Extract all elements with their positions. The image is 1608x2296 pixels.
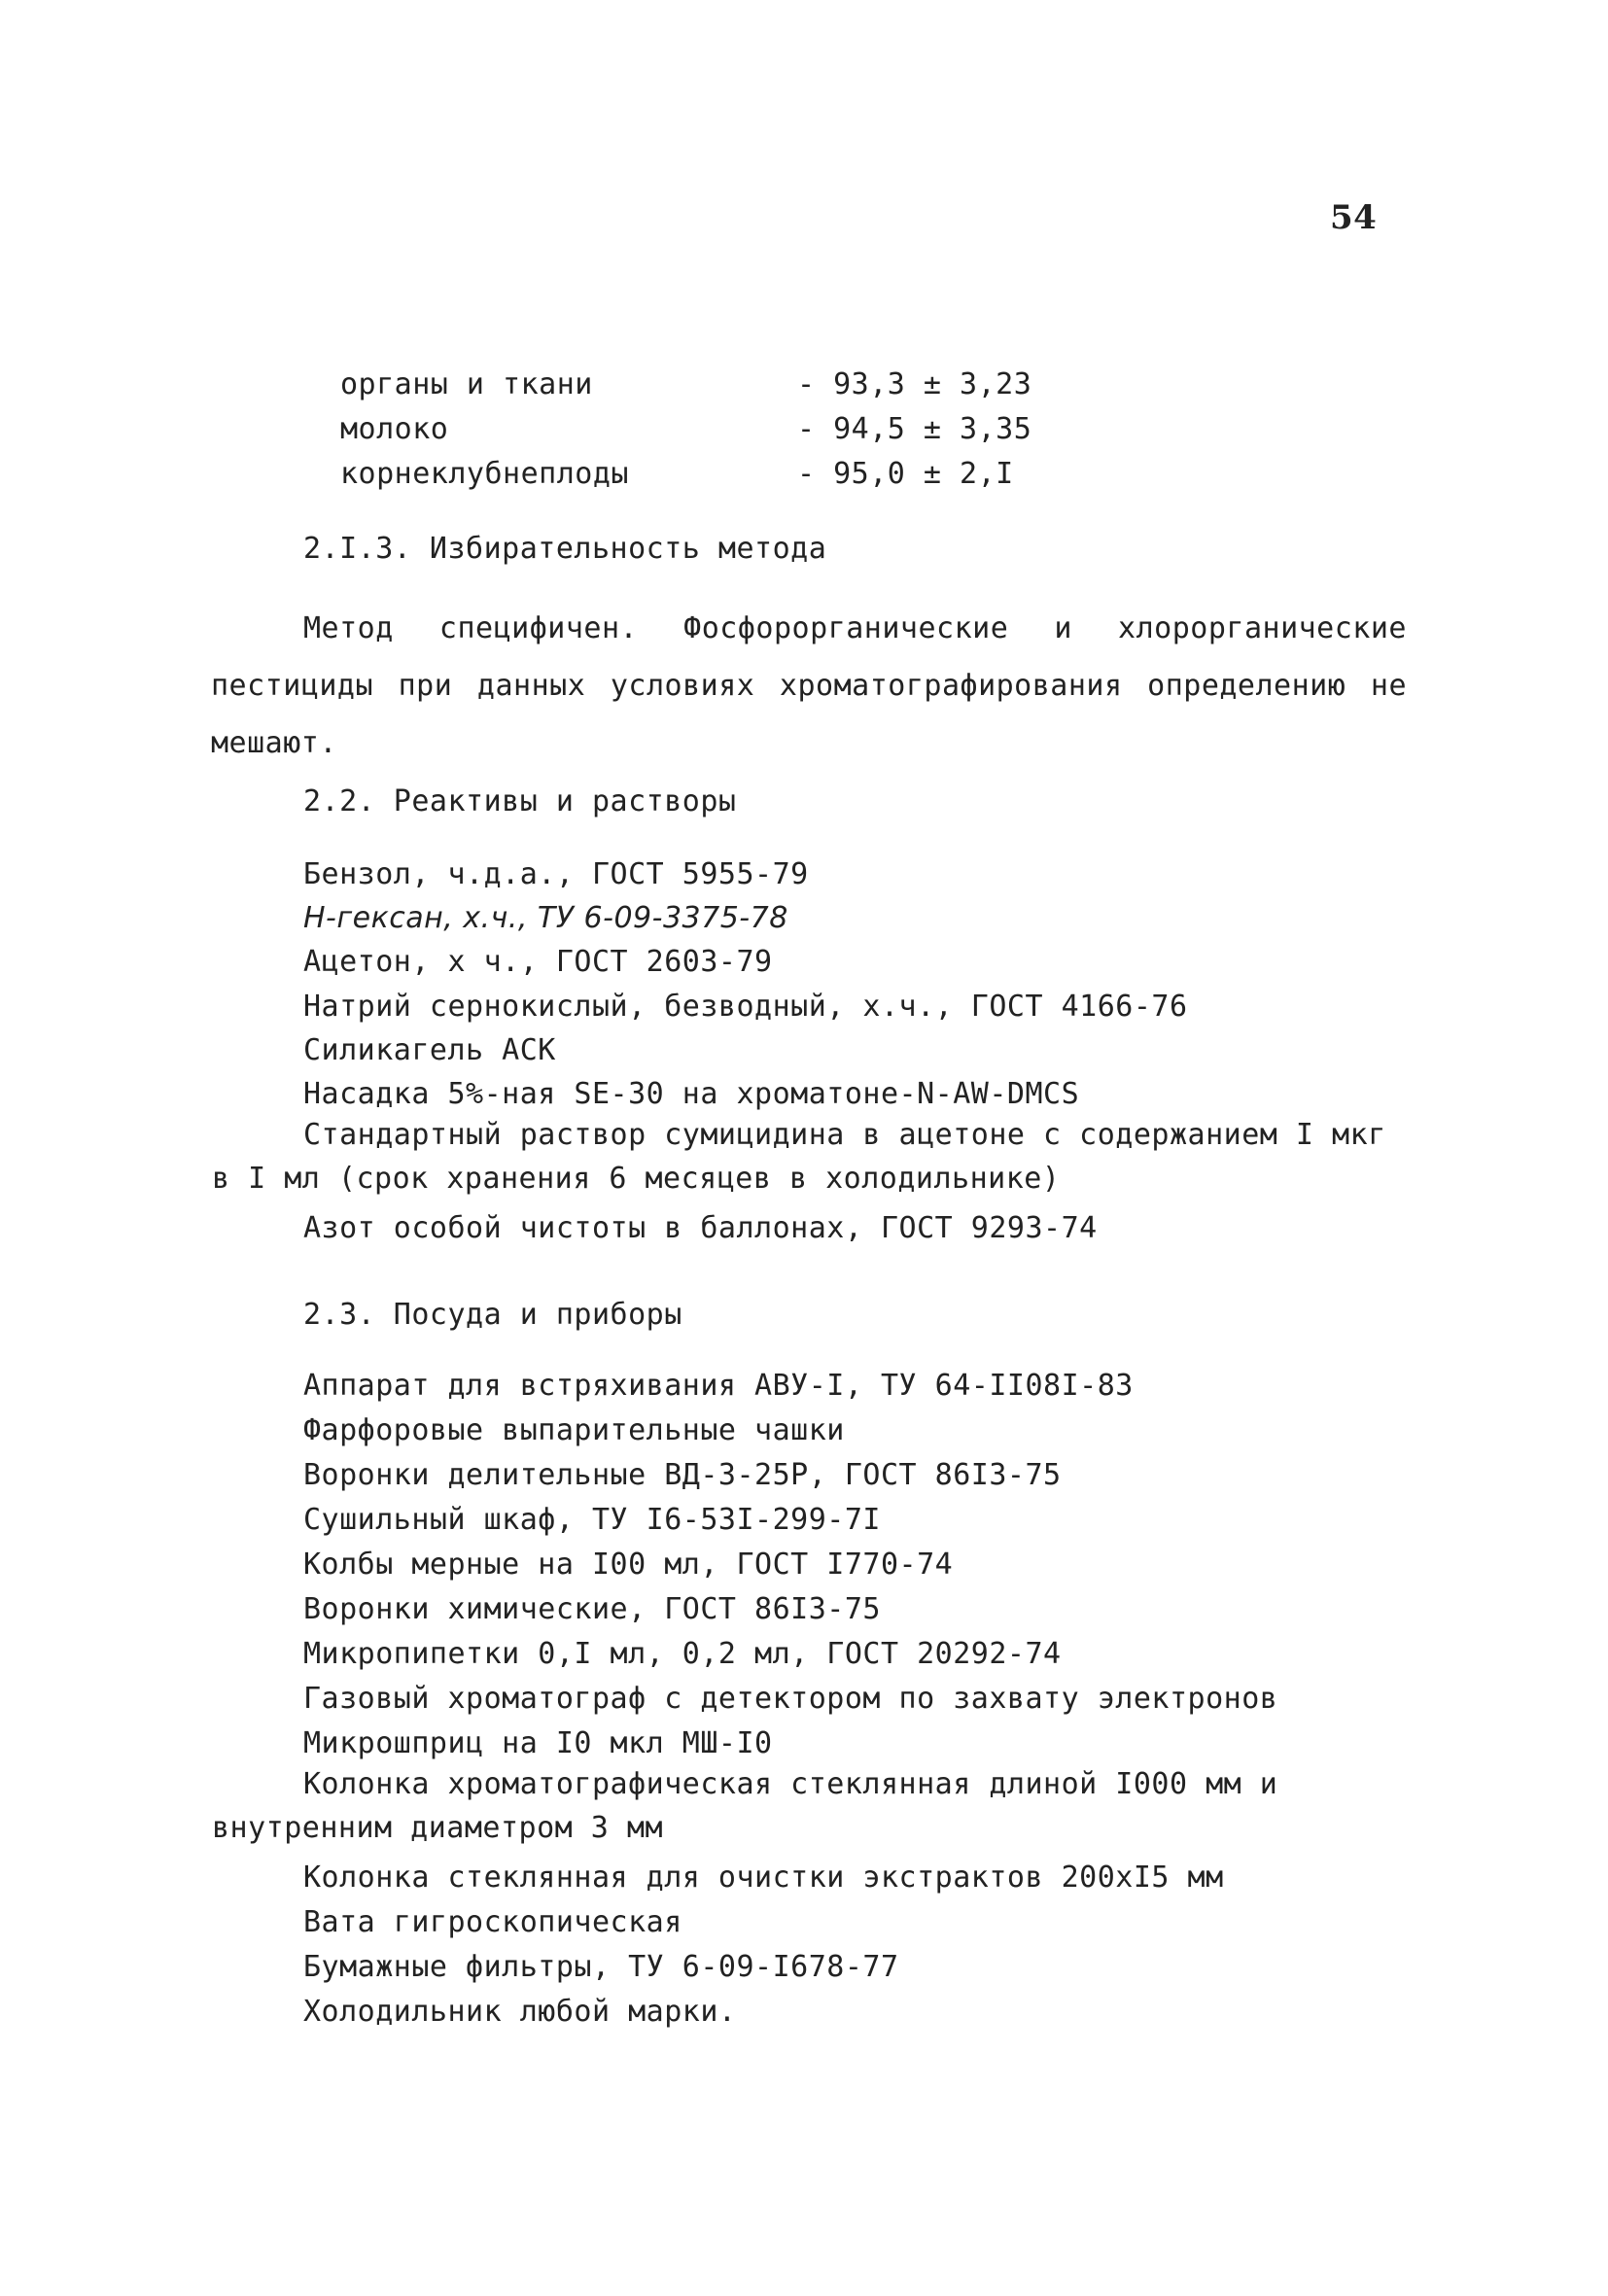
equipment-item: Бумажные фильтры, ТУ 6-09-I678-77 xyxy=(303,1950,899,1984)
recovery-label: молоко xyxy=(340,412,449,446)
recovery-value: - 93,3 ± 3,23 xyxy=(797,367,1032,401)
selectivity-text: Метод специфичен. Фосфорорганические и хлорорганические пестициды при данных условиях хроматографирования определению не мешают. xyxy=(211,611,1407,760)
equipment-item: Холодильник любой марки. xyxy=(303,1995,737,2029)
recovery-value: - 95,0 ± 2,I xyxy=(797,457,1014,491)
equipment-item: Газовый хроматограф с детектором по захвату электронов xyxy=(303,1682,1278,1716)
page-number: 54 xyxy=(1330,198,1378,237)
equipment-item: Воронки химические, ГОСТ 86I3-75 xyxy=(303,1592,881,1626)
reagent-item: Силикагель АСК xyxy=(303,1033,556,1067)
equipment-item: Аппарат для встряхивания АВУ-I, ТУ 64-II08I-83 xyxy=(303,1369,1134,1403)
reagent-item: Натрий сернокислый, безводный, х.ч., ГОСТ 4166-76 xyxy=(303,990,1188,1024)
reagent-item: Ацетон, х ч., ГОСТ 2603-79 xyxy=(303,945,773,979)
reagent-item: Насадка 5%-ная SE-30 на хроматоне-N-AW-DMCS xyxy=(303,1077,1080,1111)
section-heading-reagents: 2.2. Реактивы и растворы xyxy=(303,784,737,818)
equipment-item: Микропипетки 0,I мл, 0,2 мл, ГОСТ 20292-74 xyxy=(303,1637,1062,1671)
equipment-item: Колонка стеклянная для очистки экстрактов 200хI5 мм xyxy=(303,1861,1224,1895)
equipment-item: Колбы мерные на I00 мл, ГОСТ I770-74 xyxy=(303,1548,954,1582)
recovery-label: органы и ткани xyxy=(340,367,593,401)
standard-solution: Стандартный раствор сумицидина в ацетоне с содержанием I мкг в I мл (срок хранения 6 месяцев в холодильнике) xyxy=(212,1118,1386,1196)
recovery-label: корнеклубнеплоды xyxy=(340,457,629,491)
equipment-item: Вата гигроскопическая xyxy=(303,1905,682,1939)
equipment-item: Фарфоровые выпарительные чашки xyxy=(303,1413,845,1447)
reagent-item: Азот особой чистоты в баллонах, ГОСТ 9293-74 xyxy=(303,1211,1098,1245)
equipment-item: Воронки делительные ВД-3-25Р, ГОСТ 86I3-75 xyxy=(303,1458,1062,1492)
reagent-item: Н-гексан, х.ч., ТУ 6-09-3375-78 xyxy=(303,901,788,935)
equipment-item: Сушильный шкаф, ТУ I6-53I-299-7I xyxy=(303,1503,881,1537)
equipment-item: Микрошприц на I0 мкл МШ-I0 xyxy=(303,1726,773,1760)
recovery-value: - 94,5 ± 3,35 xyxy=(797,412,1032,446)
section-heading-selectivity: 2.I.3. Избирательность метода xyxy=(303,532,827,566)
reagent-item: Бензол, ч.д.а., ГОСТ 5955-79 xyxy=(303,857,809,891)
section-heading-equipment: 2.3. Посуда и приборы xyxy=(303,1298,682,1332)
column-description: Колонка хроматографическая стеклянная длиной I000 мм и внутренним диаметром 3 мм xyxy=(212,1767,1278,1845)
